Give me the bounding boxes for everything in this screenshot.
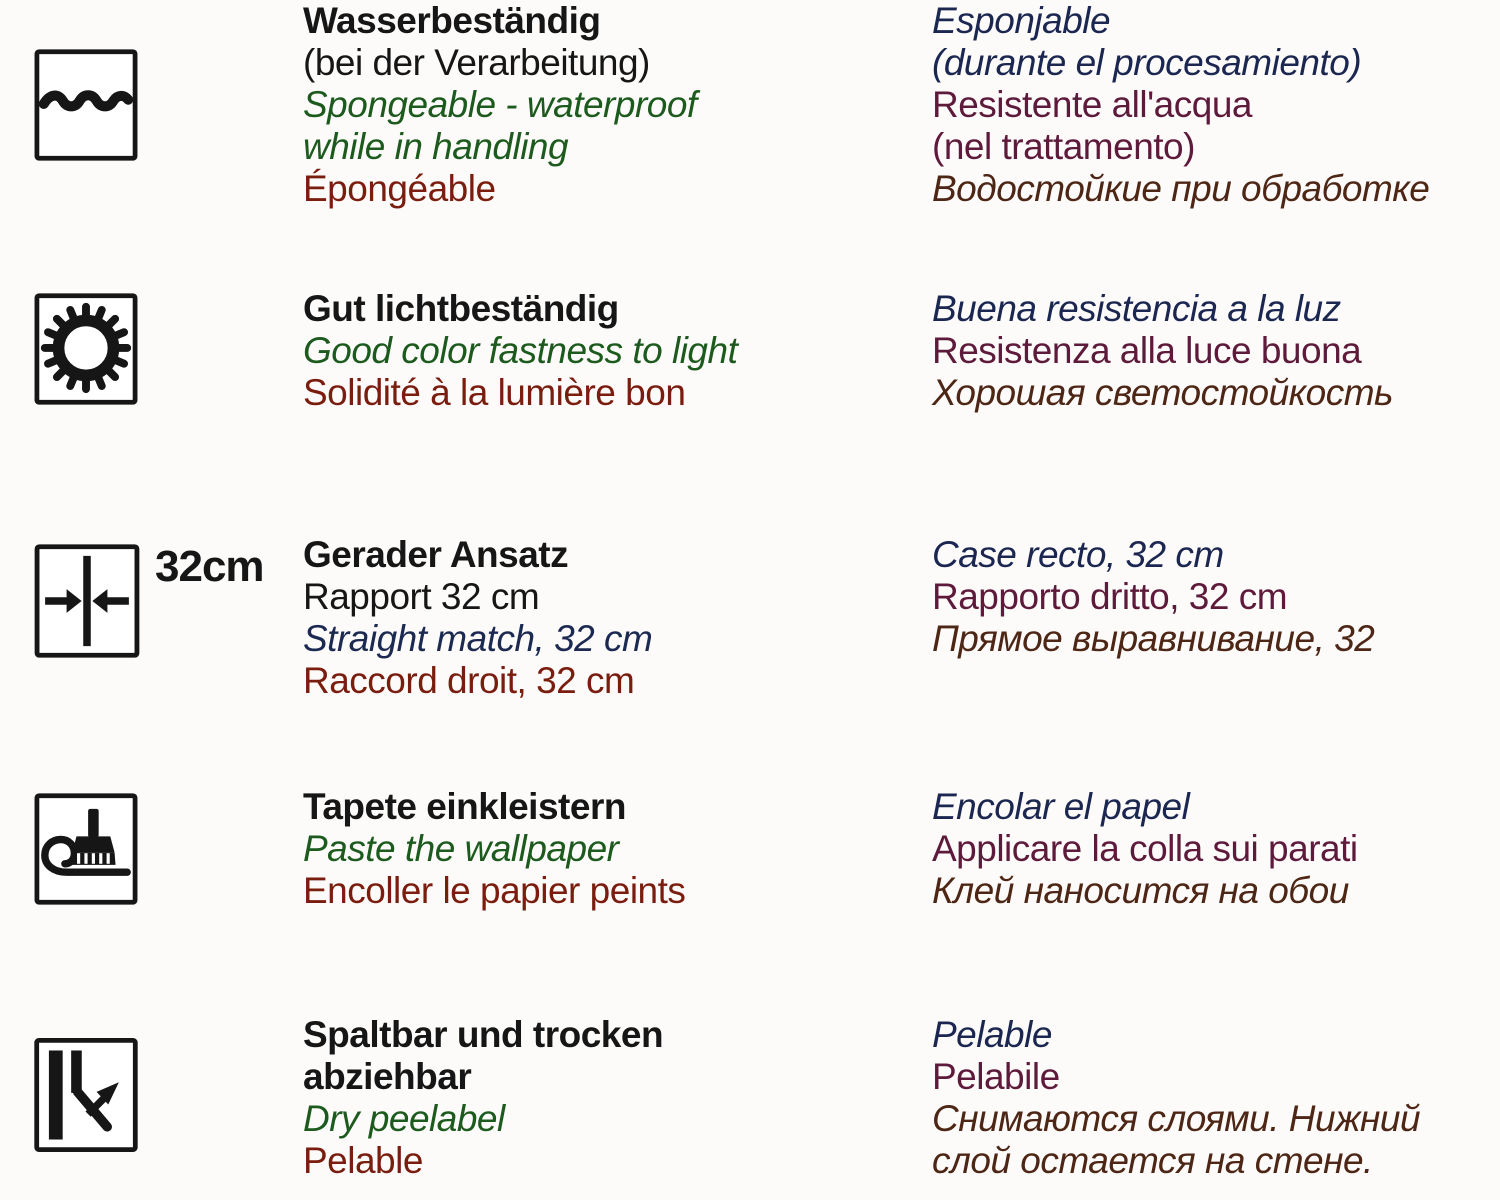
italian-label: Rapporto dritto, 32 cm <box>932 576 1288 617</box>
spanish-label: Esponjable <box>932 0 1111 41</box>
spanish-label: (durante el procesamiento) <box>932 42 1362 83</box>
french-label: Épongéable <box>303 168 496 209</box>
german-label: Tapete einkleistern <box>303 786 626 827</box>
italian-label: (nel trattamento) <box>932 126 1195 167</box>
german-label: Rapport 32 cm <box>303 576 540 617</box>
row-lightfastness-left-text <box>303 288 903 414</box>
english-label: Paste the wallpaper <box>303 828 619 869</box>
spanish-label: Encolar el papel <box>932 786 1190 827</box>
german-label: (bei der Verarbeitung) <box>303 42 650 83</box>
russian-label: Хорошая светостойкость <box>932 372 1393 413</box>
russian-label: Снимаются слоями. Нижний <box>932 1098 1421 1139</box>
italian-label: Resistente all'acqua <box>932 84 1252 125</box>
french-label: Raccord droit, 32 cm <box>303 660 635 701</box>
row-paste-right-text <box>932 786 1500 912</box>
french-label: Pelable <box>303 1140 423 1181</box>
paste-wallpaper-brush-icon <box>33 792 139 906</box>
german-label: Spaltbar und trocken <box>303 1014 664 1055</box>
row-paste-left-text <box>303 786 903 912</box>
repeat-size-label: 32cm <box>155 542 264 591</box>
row-waterproof-right-text <box>932 0 1500 210</box>
russian-label: Прямое выравнивание, 32 <box>932 618 1375 659</box>
straight-match-icon <box>33 543 141 659</box>
russian-label: Водостойкие при обработке <box>932 168 1430 209</box>
german-label: abziehbar <box>303 1056 472 1097</box>
dry-peelable-icon <box>33 1036 139 1154</box>
row-straightmatch-right-text <box>932 534 1500 660</box>
spongeable-wavy-line-icon <box>33 48 139 162</box>
italian-label: Applicare la colla sui parati <box>932 828 1358 869</box>
row-peelable-right-text <box>932 1014 1500 1182</box>
german-label: Gerader Ansatz <box>303 534 569 575</box>
italian-label: Resistenza alla luce buona <box>932 330 1362 371</box>
german-label: Wasserbeständig <box>303 0 601 41</box>
spanish-label: Buena resistencia a la luz <box>932 288 1341 329</box>
spanish-label: Pelable <box>932 1014 1052 1055</box>
french-label: Encoller le papier peints <box>303 870 686 911</box>
english-label: while in handling <box>303 126 569 167</box>
english-label: Spongeable - waterproof <box>303 84 697 125</box>
row-lightfastness-right-text <box>932 288 1500 414</box>
spanish-label: Case recto, 32 cm <box>932 534 1224 575</box>
english-label: Dry peelabel <box>303 1098 505 1139</box>
russian-label: слой остается на стене. <box>932 1140 1373 1181</box>
italian-label: Pelabile <box>932 1056 1060 1097</box>
french-label: Solidité à la lumière bon <box>303 372 686 413</box>
english-label: Straight match, 32 cm <box>303 618 653 659</box>
german-label: Gut lichtbeständig <box>303 288 619 329</box>
row-straightmatch-left-text <box>303 534 903 702</box>
light-fastness-sun-icon <box>33 292 139 406</box>
row-waterproof-left-text <box>303 0 903 210</box>
row-peelable-left-text <box>303 1014 903 1182</box>
english-label: Good color fastness to light <box>303 330 738 371</box>
russian-label: Клей наносится на обои <box>932 870 1349 911</box>
